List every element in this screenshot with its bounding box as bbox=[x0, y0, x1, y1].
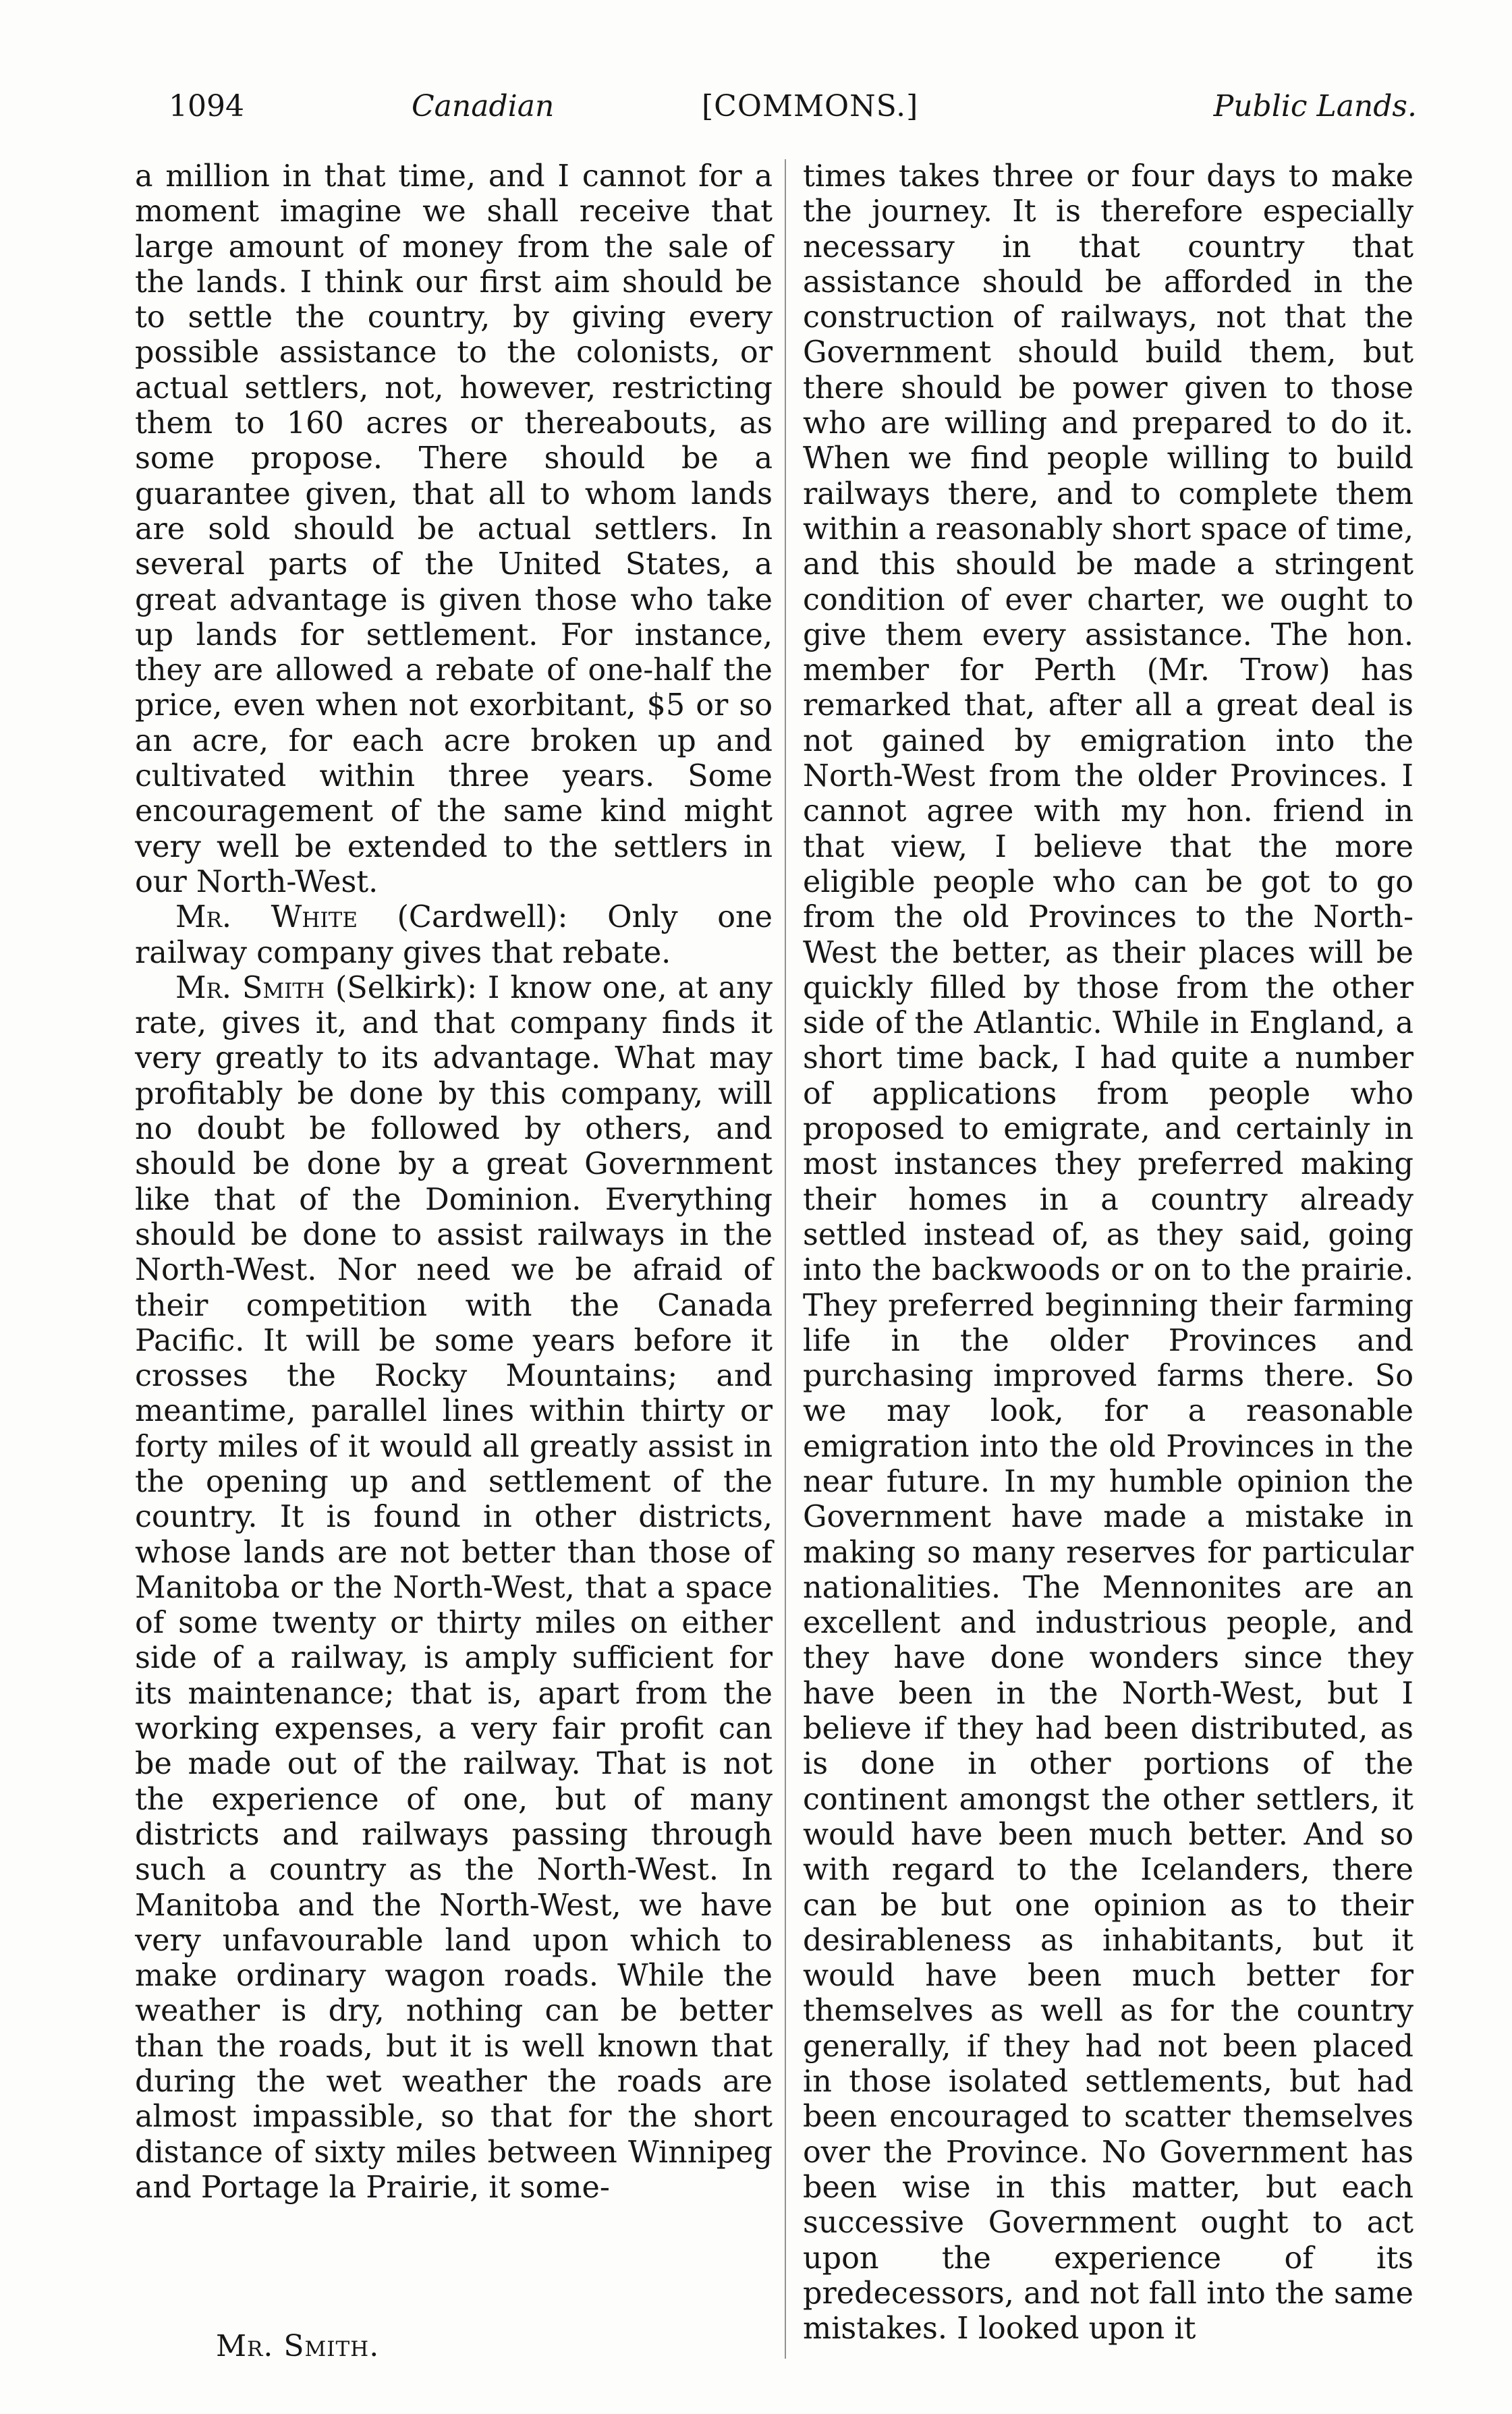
paragraph bbox=[135, 971, 773, 2206]
header-left-title: Canadian bbox=[412, 89, 555, 123]
header-center-title: [COMMONS.] bbox=[702, 89, 919, 123]
left-column bbox=[135, 159, 773, 2206]
speech-text: (Cardwell): Only one railway company gives that rebate. bbox=[135, 900, 773, 970]
page-number: 1094 bbox=[169, 89, 244, 123]
footer-speaker: Mr. Smith. bbox=[216, 2329, 380, 2363]
paragraph bbox=[135, 900, 773, 971]
header-right-title: Public Lands. bbox=[1213, 89, 1417, 123]
right-column bbox=[803, 159, 1413, 2347]
speech-text: (Selkirk): I know one, at any rate, gives it, and that company finds it very greatly to its advantage. What may profitably be done by this company, will no doubt be followed by others, and should be done by a great Government like that of the Dominion. Everything should be done to assist railways in the North-West. Nor need we be afraid of their competition with the Canada Pacific. It will be some years before it crosses the Rocky Mountains; and meantime, parallel lines within thirty or forty miles of it would all greatly assist in the opening up and settlement of the country. It is found in other districts, whose lands are not better than those of Manitoba or the North-West, that a space of some twenty or thirty miles on either side of a railway, is amply sufficient for its maintenance; that is, apart from the working expenses, a very fair profit can be made out of the railway. That is not the experience of one, but of many districts and railways passing through such a country as the North-West. In Manitoba and the North-West, we have very unfavourable land upon which to make ordinary wagon roads. While the weather is dry, nothing can be better than the roads, but it is well known that during the wet weather the roads are almost impassible, so that for the short distance of sixty miles between Winnipeg and Portage la Prairie, it some- bbox=[135, 970, 773, 2205]
column-divider bbox=[785, 159, 786, 2359]
paragraph: a million in that time, and I cannot for a moment imagine we shall receive that large amount of money from the sale of the lands. I think our first aim should be to settle the country, by giving every possible assistance to the colonists, or actual settlers, not, however, restricting them to 160 acres or thereabouts, as some propose. There should be a guarantee given, that all to whom lands are sold should be actual settlers. In several parts of the United States, a great advantage is given those who take up lands for settlement. For instance, they are allowed a rebate of one-half the price, even when not exorbitant, $5 or so an acre, for each acre broken up and cultivated within three years. Some encouragement of the same kind might very well be extended to the settlers in our North-West. bbox=[135, 159, 773, 899]
speaker-name: Mr. White bbox=[175, 900, 358, 935]
paragraph: times takes three or four days to make the journey. It is therefore especially necessary in that country that assistance should be afforded in the construction of railways, not that the Government should build them, but there should be power given to those who are willing and prepared to do it. When we find people willing to build railways there, and to complete them within a reasonably short space of time, and this should be made a stringent condition of ever charter, we ought to give them every assistance. The hon. member for Perth (Mr. Trow) has remarked that, after all a great deal is not gained by emigration into the North-West from the older Provinces. I cannot agree with my hon. friend in that view, I believe that the more eligible people who can be got to go from the old Provinces to the North-West the better, as their places will be quickly filled by those from the other side of the Atlantic. While in England, a short time back, I had quite a number of applications from people who proposed to emigrate, and certainly in most instances they preferred making their homes in a country already settled instead of, as they said, going into the backwoods or on to the prairie. They preferred beginning their farming life in the older Provinces and purchasing improved farms there. So we may look, for a reasonable emigration into the old Provinces in the near future. In my humble opinion the Government have made a mistake in making so many reserves for particular nationalities. The Mennonites are an excellent and industrious people, and they have done wonders since they have been in the North-West, but I believe if they had been distributed, as is done in other portions of the continent amongst the other settlers, it would have been much better. And so with regard to the Icelanders, there can be but one opinion as to their desirableness as inhabitants, but it would have been much better for themselves as well as for the country generally, if they had not been placed in those isolated settlements, but had been encouraged to scatter themselves over the Province. No Government has been wise in this matter, but each successive Government ought to act upon the experience of its predecessors, and not fall into the same mistakes. I looked upon it bbox=[803, 159, 1413, 2347]
speaker-name: Mr. Smith bbox=[175, 970, 325, 1005]
page-header bbox=[169, 86, 1417, 127]
